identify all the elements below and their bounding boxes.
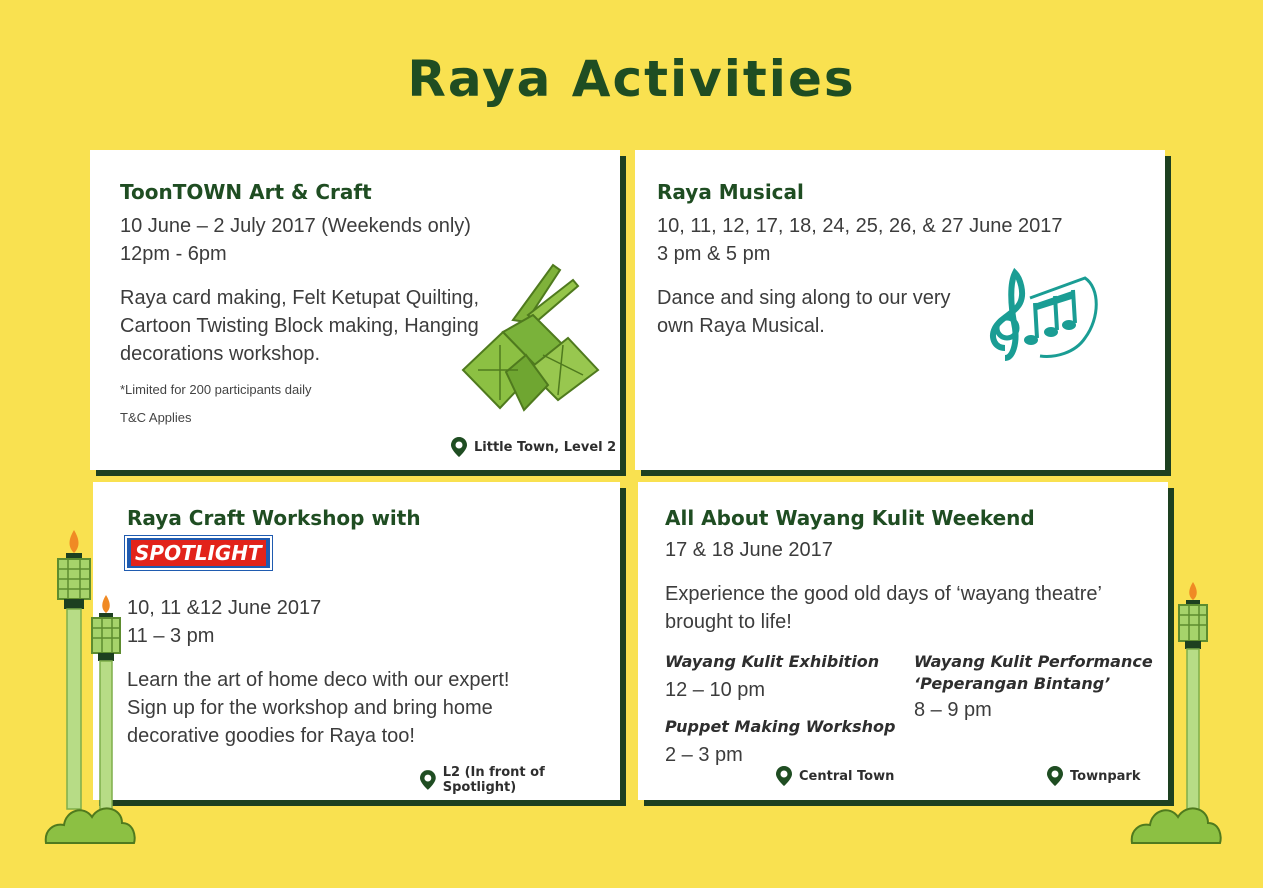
- location-pin-icon: [419, 769, 437, 791]
- ketupat-icon: [458, 260, 608, 420]
- event-description-line: Dance and sing along to our very: [657, 287, 951, 309]
- card-heading: Raya Musical: [657, 180, 804, 204]
- event-time: 3 pm & 5 pm: [657, 243, 771, 265]
- puppet-workshop-time: 2 – 3 pm: [665, 744, 743, 766]
- location-pin-icon: [775, 765, 793, 787]
- card-heading: ToonTOWN Art & Craft: [120, 180, 372, 204]
- event-description-line: Cartoon Twisting Block making, Hanging: [120, 315, 479, 337]
- event-description-line: Raya card making, Felt Ketupat Quilting,: [120, 287, 480, 309]
- tnc-note: T&C Applies: [120, 410, 192, 425]
- event-description-line: Sign up for the workshop and bring home: [127, 697, 493, 719]
- card-heading: All About Wayang Kulit Weekend: [665, 506, 1035, 530]
- torch-icon: [1170, 578, 1216, 828]
- music-notes-icon: [985, 258, 1105, 368]
- card-craft-workshop: [93, 482, 620, 800]
- event-date: 10 June – 2 July 2017 (Weekends only): [120, 215, 471, 237]
- event-description-line: Learn the art of home deco with our expert!: [127, 669, 510, 691]
- participant-note: *Limited for 200 participants daily: [120, 382, 312, 397]
- event-time: 11 – 3 pm: [127, 625, 215, 647]
- card-art-craft: [90, 150, 620, 470]
- event-description-line: decorative goodies for Raya too!: [127, 725, 415, 747]
- location-text: Townpark: [1070, 768, 1141, 784]
- event-date: 10, 11 &12 June 2017: [127, 597, 322, 619]
- page-title: Raya Activities: [407, 50, 856, 108]
- exhibition-title: Wayang Kulit Exhibition: [665, 652, 880, 671]
- location-text: L2 (In front of Spotlight): [442, 765, 545, 795]
- event-description-line: own Raya Musical.: [657, 315, 825, 337]
- location-text: Central Town: [799, 768, 895, 784]
- event-date: 10, 11, 12, 17, 18, 24, 25, 26, & 27 June 2017: [657, 215, 1063, 237]
- location-label: [419, 765, 620, 795]
- event-description-line: brought to life!: [665, 611, 792, 633]
- sponsor-name: SPOTLIGHT: [131, 540, 266, 566]
- location-label: [450, 436, 616, 458]
- event-time: 12pm - 6pm: [120, 243, 227, 265]
- bush-icon: [44, 795, 136, 845]
- exhibition-time: 12 – 10 pm: [665, 679, 766, 701]
- bush-icon: [1130, 795, 1222, 845]
- event-date: 17 & 18 June 2017: [665, 539, 833, 561]
- location-pin-icon: [1046, 765, 1064, 787]
- performance-title: Wayang Kulit Performance: [914, 652, 1153, 671]
- performance-subtitle: ‘Peperangan Bintang’: [914, 674, 1111, 693]
- card-wayang-kulit: [638, 482, 1168, 800]
- card-raya-musical: [635, 150, 1165, 470]
- event-description-line: Experience the good old days of ‘wayang theatre’: [665, 583, 1102, 605]
- performance-time: 8 – 9 pm: [914, 699, 992, 721]
- location-label: [775, 765, 894, 787]
- puppet-workshop-title: Puppet Making Workshop: [665, 717, 896, 736]
- event-description-line: decorations workshop.: [120, 343, 321, 365]
- location-pin-icon: [450, 436, 468, 458]
- location-label: [1046, 765, 1140, 787]
- location-text: Little Town, Level 2: [474, 439, 617, 455]
- spotlight-logo: [125, 536, 272, 570]
- card-heading: Raya Craft Workshop with: [127, 506, 421, 530]
